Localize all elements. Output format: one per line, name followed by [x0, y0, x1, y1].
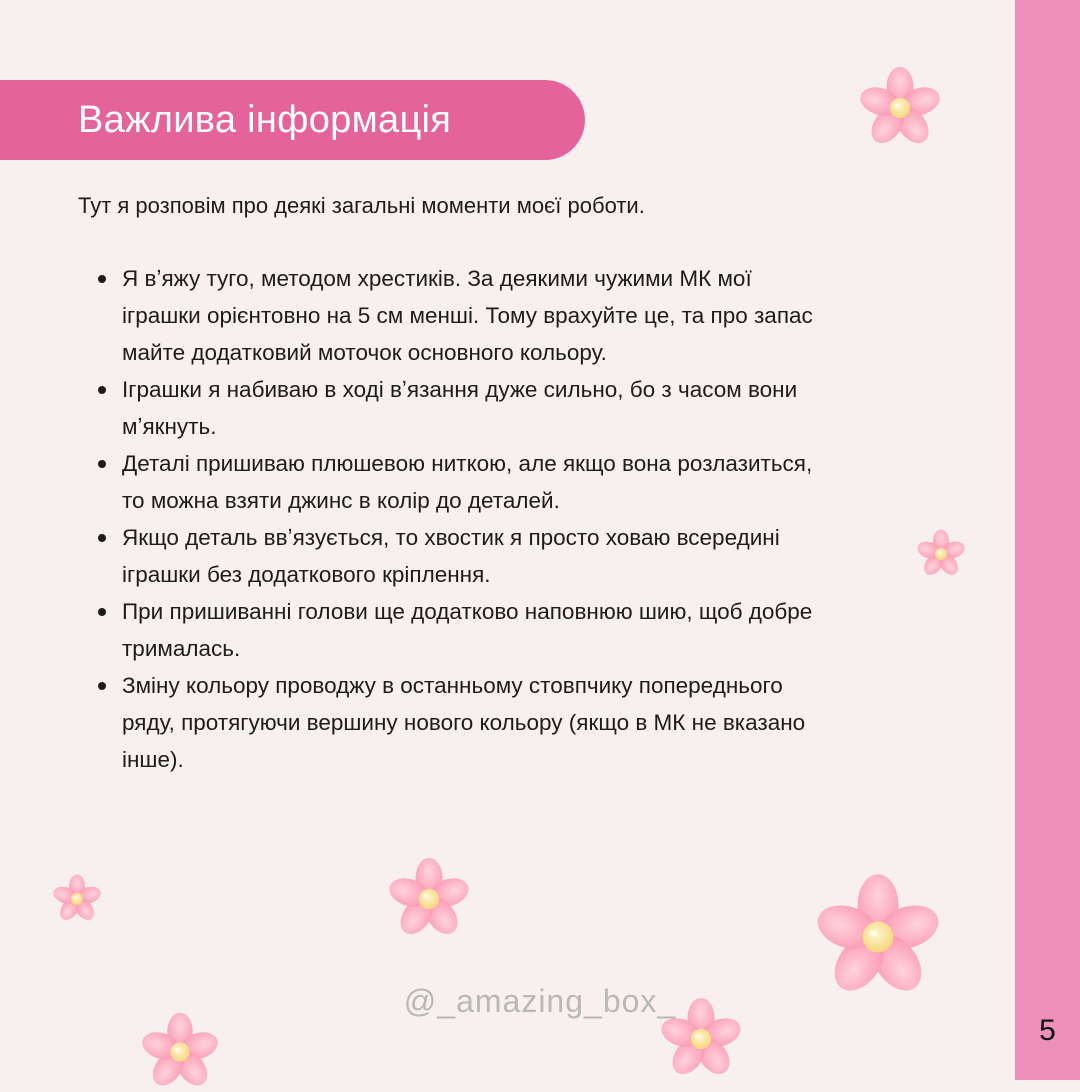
flower-icon: [140, 1012, 220, 1092]
list-item: Іграшки я набиваю в ході вʼязання дуже сильно, бо з часом вони мʼякнуть.: [122, 371, 822, 445]
page-title: Важлива інформація: [78, 99, 452, 141]
intro-text: Тут я розповім про деякі загальні моменти моєї роботи.: [78, 193, 645, 218]
flower-icon: [387, 857, 471, 941]
list-item: Зміну кольору проводжу в останньому стовпчику попереднього ряду, протягуючи вершину нового кольору (якщо в МК не вказано інше).: [122, 667, 822, 778]
list-item: Якщо деталь ввʼязується, то хвостик я просто ховаю всередині іграшки без додаткового кріплення.: [122, 519, 822, 593]
flower-icon: [858, 66, 942, 150]
flower-icon: [916, 529, 966, 579]
flower-icon: [814, 873, 942, 1001]
list-item: Деталі пришиваю плюшевою ниткою, але якщо вона розлазиться, то можна взяти джинс в колір до деталей.: [122, 445, 822, 519]
flower-icon: [659, 997, 743, 1081]
flower-icon: [52, 874, 102, 924]
notes-list: [122, 260, 822, 778]
side-strip: [1015, 0, 1080, 1080]
title-banner: [0, 80, 585, 160]
list-item: При пришиванні голови ще додатково наповнюю шию, щоб добре трималась.: [122, 593, 822, 667]
page-number: 5: [1039, 1014, 1056, 1047]
author-handle: @_amazing_box_: [403, 983, 677, 1019]
list-item: Я вʼяжу туго, методом хрестиків. За деякими чужими МК мої іграшки орієнтовно на 5 см менші. Тому врахуйте це, та про запас майте додатковий моточок основного кольору.: [122, 260, 822, 371]
